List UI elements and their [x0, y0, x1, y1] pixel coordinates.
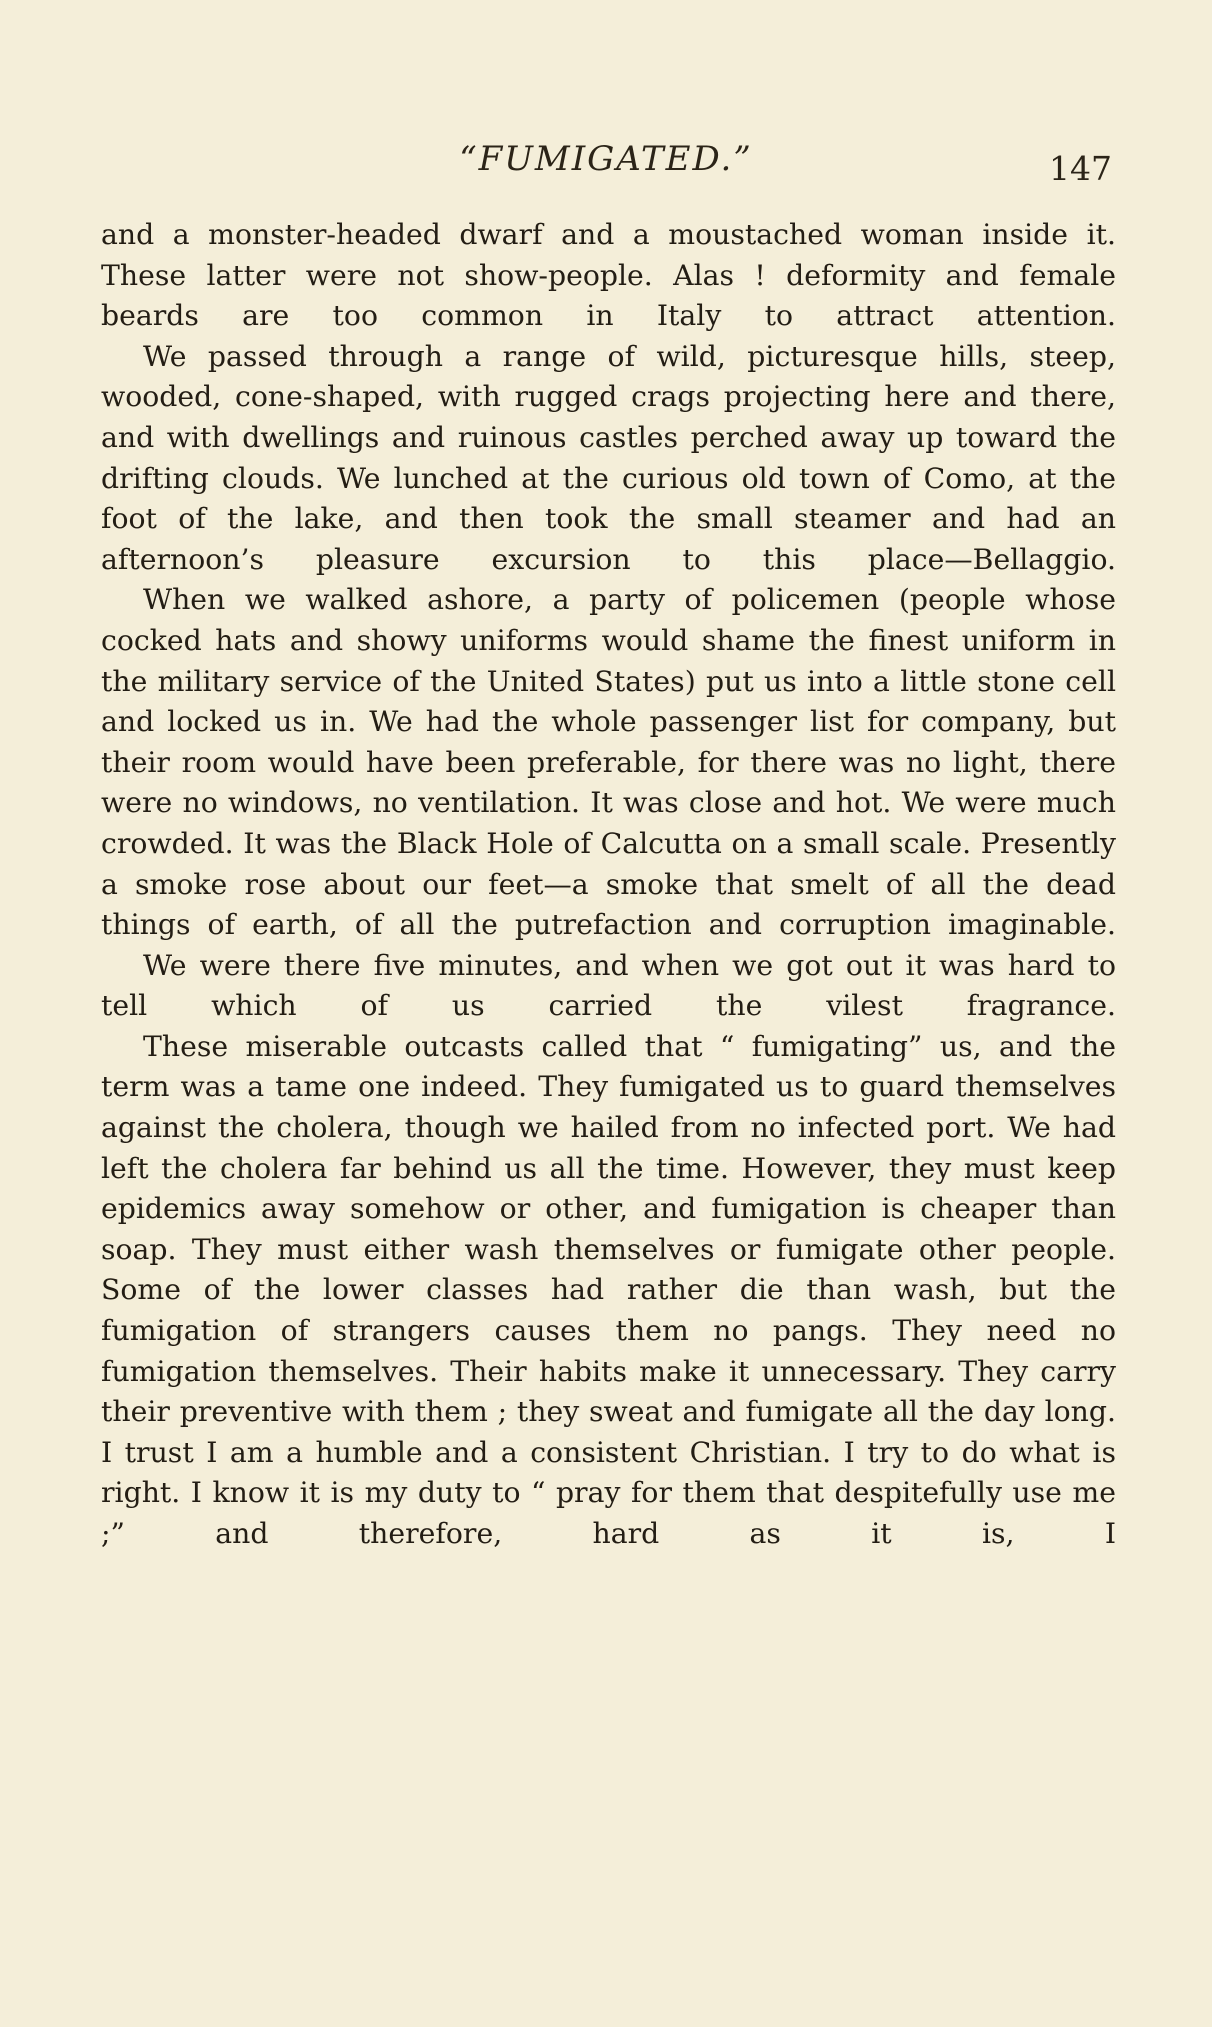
body-text [101, 215, 1116, 1555]
page-number: 147 [1049, 149, 1112, 188]
paragraph: and a monster-headed dwarf and a moustached woman inside it. These latter were not show-people. Alas ! deformity and female beards are too common in Italy to attract attention. [101, 218, 1116, 333]
paragraph: These miserable outcasts called that “ fumigating” us, and the term was a tame one indeed. They fumigated us to guard themselves against the cholera, though we hailed from no infected port. We had left the cholera far behind us all the time. However, they must keep epidemics away somehow or other, and fumigation is cheaper than soap. They must either wash themselves or fumigate other people. Some of the lower classes had rather die than wash, but the fumigation of strangers causes them no pangs. They need no fumigation themselves. Their habits make it unnecessary. They carry their preventive with them ; they sweat and fumigate all the day long. I trust I am a humble and a consistent Christian. I try to do what is right. I know it is my duty to “ pray for them that despitefully use me ;” and therefore, hard as it is, I [101, 1029, 1116, 1550]
running-head [100, 135, 1112, 188]
paragraph: We were there five minutes, and when we got out it was hard to tell which of us carried the vilest fragrance. [101, 948, 1116, 1023]
running-title: “FUMIGATED.” [459, 139, 753, 179]
paragraph: When we walked ashore, a party of policemen (people whose cocked hats and showy uniforms would shame the finest uniform in the military service of the United States) put us into a little stone cell and locked us in. We had the whole passenger list for company, but their room would have been preferable, for there was no light, there were no windows, no ventilation. It was close and hot. We were much crowded. It was the Black Hole of Calcutta on a small scale. Presently a smoke rose about our feet—a smoke that smelt of all the dead things of earth, of all the putrefaction and corruption imaginable. [101, 583, 1116, 942]
paragraph: We passed through a range of wild, picturesque hills, steep, wooded, cone-shaped, with rugged crags projecting here and there, and with dwellings and ruinous castles perched away up toward the drifting clouds. We lunched at the curious old town of Como, at the foot of the lake, and then took the small steamer and had an afternoon’s pleasure excursion to this place—Bellaggio. [101, 339, 1116, 576]
